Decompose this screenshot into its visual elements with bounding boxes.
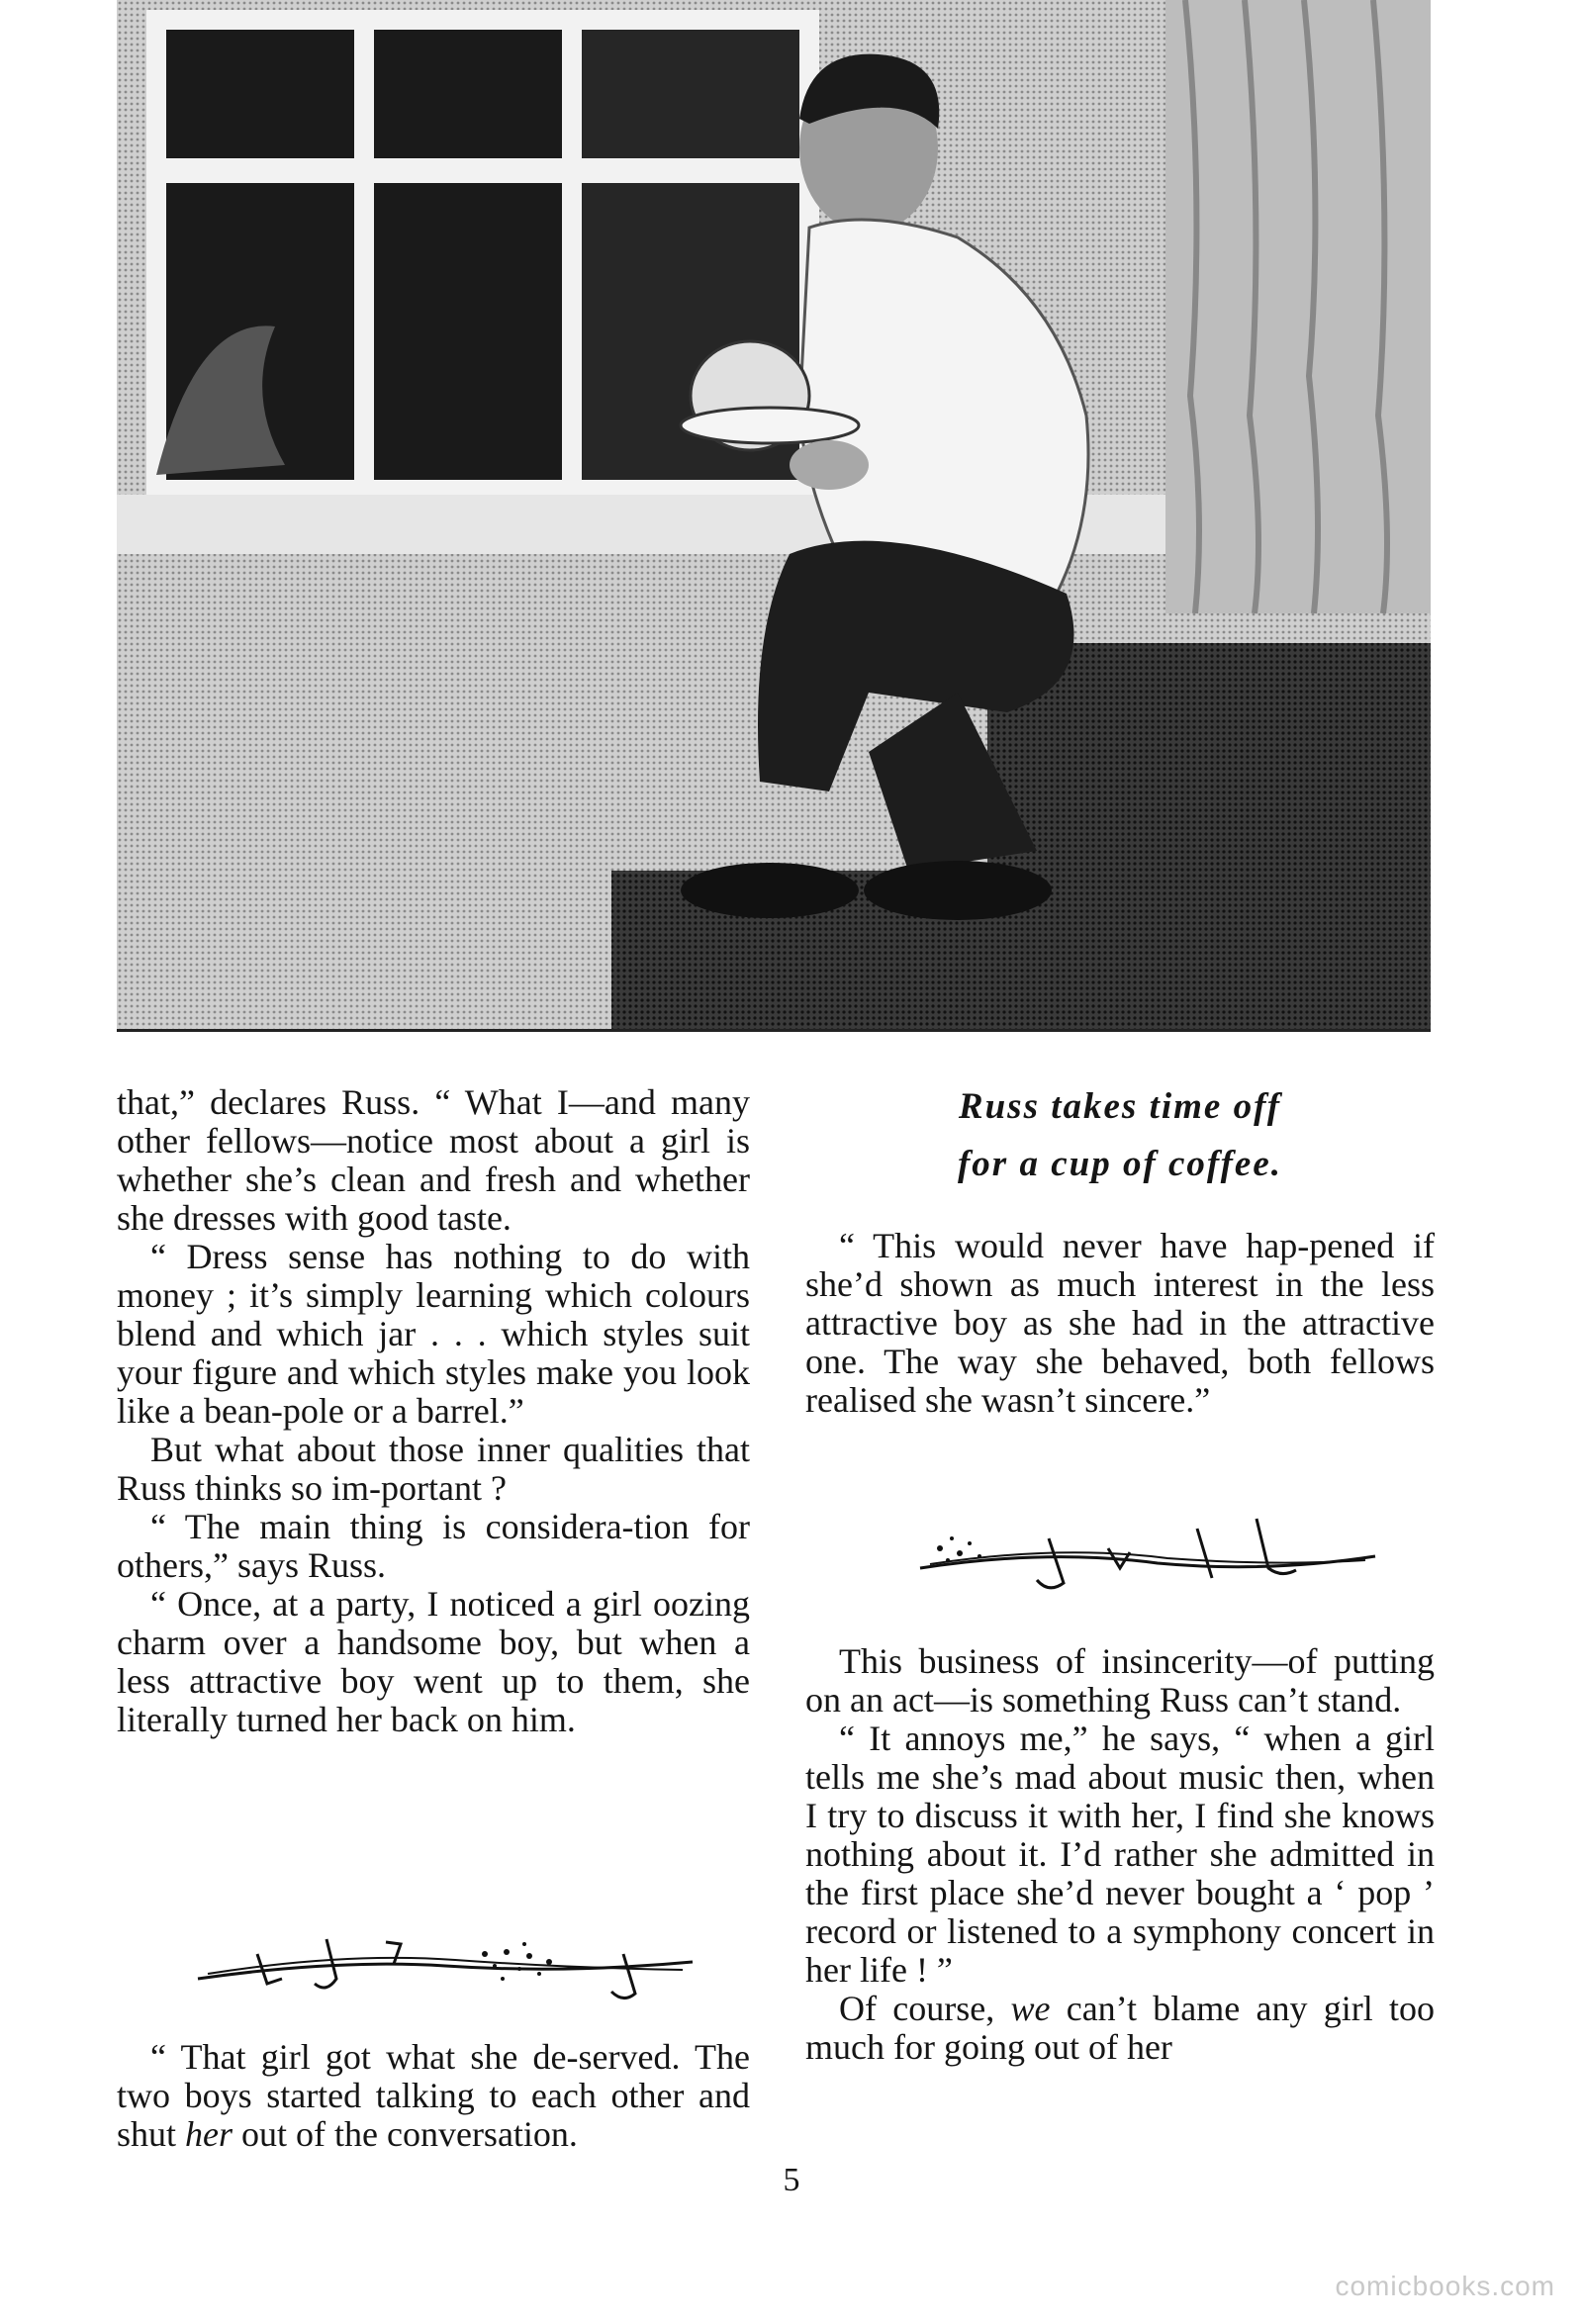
text-run: can’t blame any girl too much for going out of her [805,1989,1435,2067]
paragraph: This business of insincerity—of putting on an act—is something Russ can’t stand. [805,1641,1435,1720]
photo-caption [805,1078,1435,1193]
paragraph: But what about those inner qualities that Russ thinks so im-portant ? [117,1430,750,1508]
paragraph: “ It annoys me,” he says, “ when a girl tells me she’s mad about music then, when I try to discuss it with her, I find she knows nothing about it. I’d rather she admitted in the first place she’d never bought a ‘ pop ’ record or listened to a symphony concert in her life ! ” [805,1719,1435,1990]
photo-russ-with-coffee [117,0,1431,1032]
text-run: out of the conversation. [233,2114,578,2154]
text-run: “ That girl got what she de-served. The two boys started talking to each other and shut [117,2037,750,2154]
paragraph: that,” declares Russ. “ What I—and many other fellows—notice most about a girl is whether she’s clean and fresh and whether she dresses with good taste. [117,1082,750,1238]
paragraph: “ Once, at a party, I noticed a girl oozing charm over a handsome boy, but when a less attractive boy went up to them, she literally turned her back on him. [117,1584,750,1739]
emphasis: we [1010,1989,1051,2028]
watermark: comicbooks.com [1335,2271,1555,2301]
caption-line-2: for a cup of coffee. [957,1144,1283,1184]
right-column-continued [805,1642,1435,2067]
music-note-ornament [188,1924,702,2003]
left-column [117,1083,750,1739]
paragraph [805,1990,1435,2067]
music-note-ornament [900,1509,1385,1598]
paragraph: “ This would never have hap-pened if she’d shown as much interest in the less attractive boy as she had in the attractive one. The way she behaved, both fellows realised she wasn’t sincere.” [805,1226,1435,1420]
photo-illustration [117,0,1431,1029]
text-run: Of course, [839,1989,1011,2028]
page-number: 5 [783,2162,800,2198]
left-column-tail [117,2038,750,2154]
paragraph: “ Dress sense has nothing to do with money ; it’s simply learning which colours blend and which jar . . . which styles suit your figure and which styles make you look like a bean-pole or a barrel.” [117,1237,750,1431]
caption-line-1: Russ takes time off [958,1086,1282,1127]
paragraph: “ The main thing is considera-tion for others,” says Russ. [117,1507,750,1585]
right-column [805,1227,1435,1420]
paragraph [117,2038,750,2154]
emphasis: her [185,2114,233,2154]
